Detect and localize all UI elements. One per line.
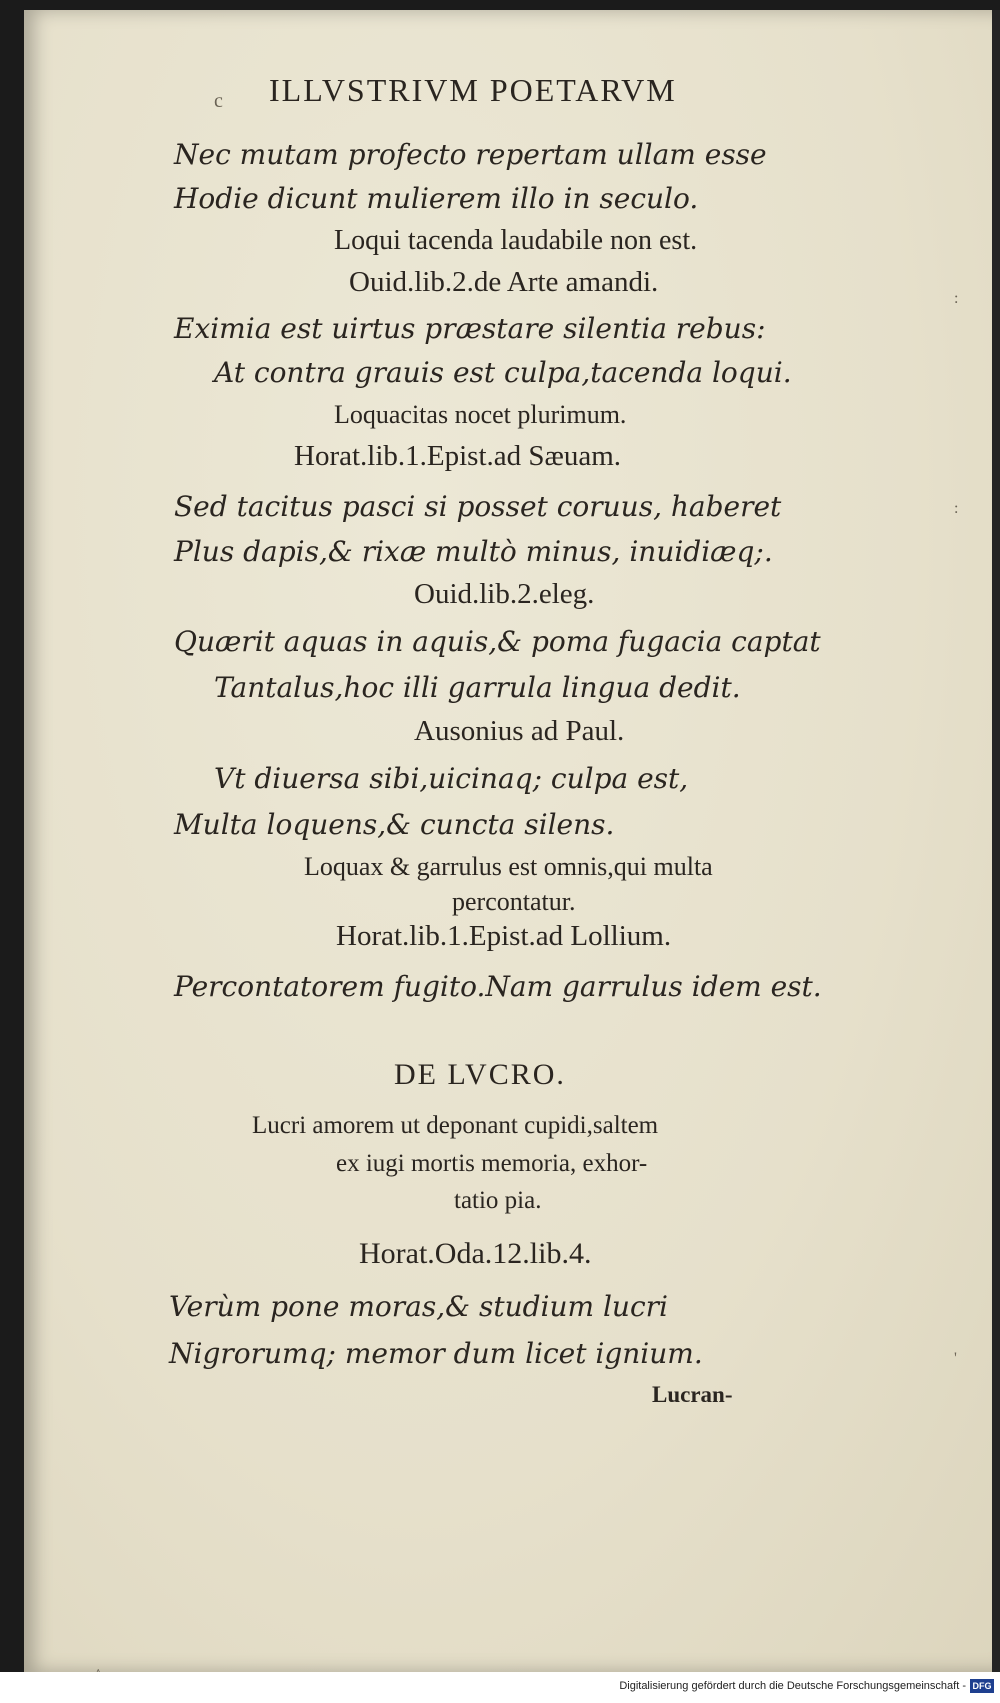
heading-line: Loqui tacenda laudabile non est.: [334, 225, 698, 256]
section-summary-line: ex iugi mortis memoria, exhor-: [336, 1150, 648, 1177]
digitization-footer: [0, 1672, 1000, 1703]
dfg-logo: DFG: [970, 1679, 994, 1693]
heading-line: Loquacitas nocet plurimum.: [334, 400, 627, 429]
source-line: Horat.Oda.12.lib.4.: [359, 1237, 592, 1270]
verse-line: Verùm pone moras,& studium lucri: [169, 1290, 668, 1323]
source-line: Ouid.lib.2.eleg.: [414, 578, 595, 610]
section-summary-line: tatio pia.: [454, 1187, 542, 1214]
verse-line: At contra grauis est culpa,tacenda loqui.: [214, 356, 792, 389]
catchword: Lucran-: [652, 1382, 733, 1407]
footer-credit: Digitalisierung gefördert durch die Deutsche Forschungsgemeinschaft -: [619, 1680, 966, 1692]
running-head: ILLVSTRIVM POETARVM: [269, 72, 677, 108]
section-summary-line: Lucri amorem ut deponant cupidi,saltem: [252, 1112, 659, 1139]
verse-line: Nigrorumq; memor dum licet ignium.: [169, 1337, 703, 1370]
show-through-mark: :: [954, 290, 959, 307]
verse-line: Multa loquens,& cuncta silens.: [174, 808, 615, 841]
verse-line: Hodie dicunt mulierem illo in seculo.: [174, 182, 699, 215]
source-line: Horat.lib.1.Epist.ad Sæuam.: [294, 440, 622, 472]
verse-line: Eximia est uirtus præstare silentia rebus:: [174, 312, 766, 345]
verse-line: Percontatorem fugito.Nam garrulus idem est.: [174, 970, 822, 1003]
show-through-mark: ': [954, 1350, 957, 1367]
section-title: DE LVCRO.: [394, 1058, 566, 1091]
show-through-mark: :: [954, 500, 959, 517]
book-page: [24, 10, 1000, 1672]
verse-line: Nec mutam profecto repertam ullam esse: [174, 138, 767, 171]
source-line: Ausonius ad Paul.: [414, 715, 625, 747]
verse-line: Tantalus,hoc illi garrula lingua dedit.: [214, 671, 741, 704]
verse-line: Vt diuersa sibi,uicinaq; culpa est,: [214, 762, 689, 795]
verse-line: Quærit aquas in aquis,& poma fugacia captat: [174, 625, 821, 658]
source-line: Horat.lib.1.Epist.ad Lollium.: [336, 920, 672, 952]
verse-line: Plus dapis,& rixæ multò minus, inuidiæq;.: [174, 535, 773, 568]
heading-line: percontatur.: [452, 887, 576, 916]
printer-mark: c: [214, 90, 223, 112]
verse-line: Sed tacitus pasci si posset coruus, haberet: [174, 490, 782, 523]
page-edge: [992, 10, 1000, 1672]
heading-line: Loquax & garrulus est omnis,qui multa: [304, 852, 713, 881]
source-line: Ouid.lib.2.de Arte amandi.: [349, 266, 659, 298]
